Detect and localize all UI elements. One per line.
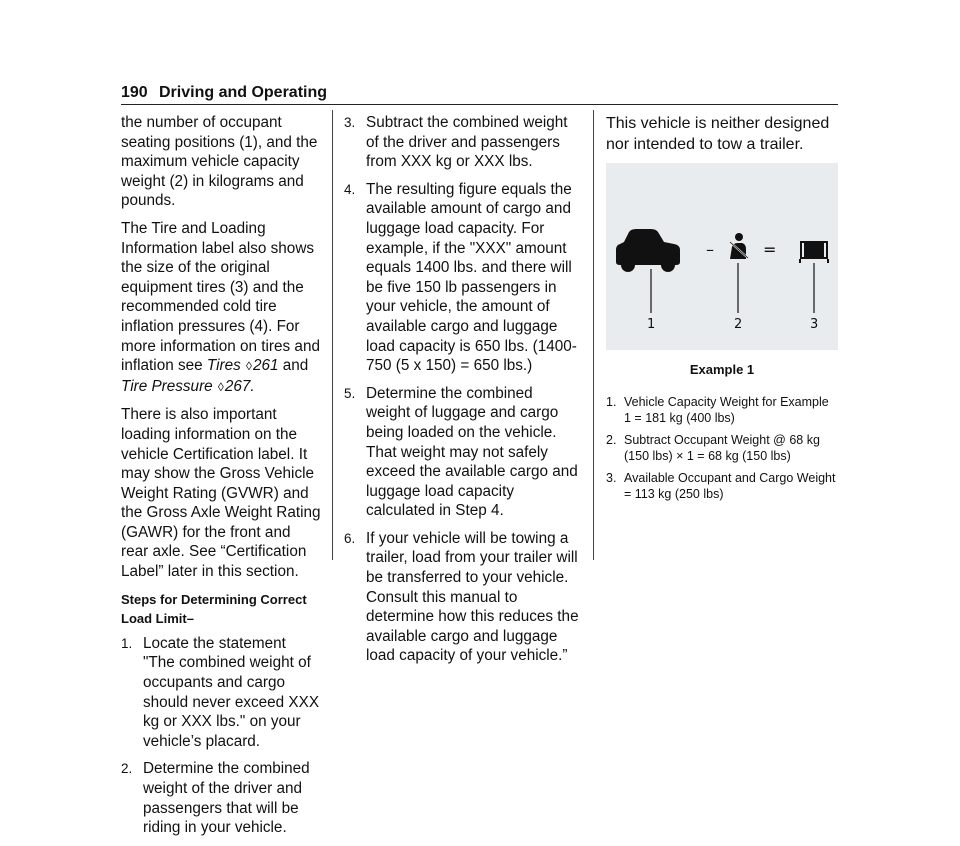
callout-number: 3	[810, 317, 819, 332]
list-item	[344, 113, 581, 172]
paragraph: There is also important loading information on the vehicle Certification label. It may show the Gross Vehicle Weight Rating (GVWR) and the Gross Axle Weight Rating (GAWR) for the front and rear axle. See “Certification Label” later in this section.	[121, 406, 321, 581]
legend-number: 1.	[606, 394, 617, 409]
step-text: Locate the statement "The combined weight of occupants and cargo should never exceed XXX kg or XXX lbs." on your vehicle’s placard.	[143, 634, 320, 750]
step-number: 6.	[344, 530, 356, 546]
steps-list	[121, 634, 321, 838]
legend-text: Available Occupant and Cargo Weight = 113 kg (250 lbs)	[624, 470, 836, 501]
equals-sign: =	[763, 240, 777, 259]
car-icon	[616, 229, 680, 272]
step-number: 1.	[121, 635, 133, 651]
example-figure	[606, 163, 838, 350]
lead-paragraph: This vehicle is neither designed nor intended to tow a trailer.	[606, 115, 830, 153]
callout-number: 2	[734, 317, 743, 332]
legend-number: 3.	[606, 470, 617, 485]
cross-reference-link[interactable]: Tire Pressure	[121, 377, 213, 395]
column-left	[121, 113, 321, 846]
step-text: Determine the combined weight of the driver and passengers that will be riding in your vehicle.	[143, 760, 310, 837]
step-number: 3.	[344, 115, 356, 130]
list-item	[121, 634, 321, 752]
step-number: 4.	[344, 181, 356, 197]
page-header	[121, 82, 838, 105]
conjunction: and	[282, 357, 309, 375]
column-right	[606, 113, 838, 508]
page-ref-number[interactable]: 261	[252, 357, 279, 375]
column-divider	[332, 110, 333, 560]
paragraph-text: The Tire and Loading Information label also shows the size of the original equipment tires (3) and the recommended cold tire inflation pressures (4). For more information on tires and inflation see	[121, 219, 320, 375]
paragraph: the number of occupant seating positions (1), and the maximum vehicle capacity weight (2) in kilograms and pounds.	[121, 114, 318, 210]
page-ref-icon: ◊	[246, 359, 252, 374]
step-text: Subtract the combined weight of the driver and passengers from XXX kg or XXX lbs.	[366, 114, 568, 171]
list-item	[121, 759, 321, 837]
seatbelt-occupant-icon	[730, 233, 748, 259]
page-ref-number[interactable]: 267.	[224, 377, 255, 395]
list-item	[344, 384, 581, 521]
figure-legend	[606, 394, 838, 502]
legend-number: 2.	[606, 432, 617, 447]
subheading: Steps for Determining Correct Load Limit–	[121, 591, 307, 627]
callout-number: 1	[647, 317, 656, 332]
list-item	[606, 394, 838, 426]
section-title: Driving and Operating	[159, 84, 328, 101]
step-number: 2.	[121, 761, 133, 777]
column-divider	[593, 110, 594, 560]
minus-sign: –	[706, 240, 714, 259]
step-text: The resulting figure equals the available amount of cargo and luggage load capacity. For example, if the "XXX" amount equals 1400 lbs. and there will be five 150 lb passengers in your vehicle, the amount of available cargo and luggage load capacity is 650 lbs. (1400-750 (5 x 150) = 650 lbs.)	[366, 180, 577, 375]
step-text: If your vehicle will be towing a trailer, load from your trailer will be transferred to your vehicle. Consult this manual to determine how this reduces the available cargo and luggage load capacity of your vehicle.”	[366, 529, 579, 665]
legend-text: Vehicle Capacity Weight for Example 1 = 181 kg (400 lbs)	[624, 394, 829, 425]
steps-list	[344, 113, 581, 666]
step-number: 5.	[344, 385, 356, 401]
list-item	[606, 470, 838, 502]
paragraph	[121, 219, 321, 397]
column-middle	[344, 113, 581, 674]
cross-reference-link[interactable]: Tires	[206, 357, 241, 375]
step-text: Determine the combined weight of luggage and cargo being loaded on the vehicle. That weight may not safely exceed the available cargo and luggage load capacity calculated in Step 4.	[366, 384, 578, 520]
list-item	[344, 180, 581, 376]
legend-text: Subtract Occupant Weight @ 68 kg (150 lbs) × 1 = 68 kg (150 lbs)	[624, 432, 820, 463]
figure-caption: Example 1	[689, 362, 755, 377]
luggage-icon	[799, 241, 829, 263]
example-illustration	[606, 163, 838, 350]
list-item	[344, 529, 581, 666]
list-item	[606, 432, 838, 464]
page-number: 190	[121, 84, 148, 101]
page-ref-icon: ◊	[217, 379, 224, 394]
